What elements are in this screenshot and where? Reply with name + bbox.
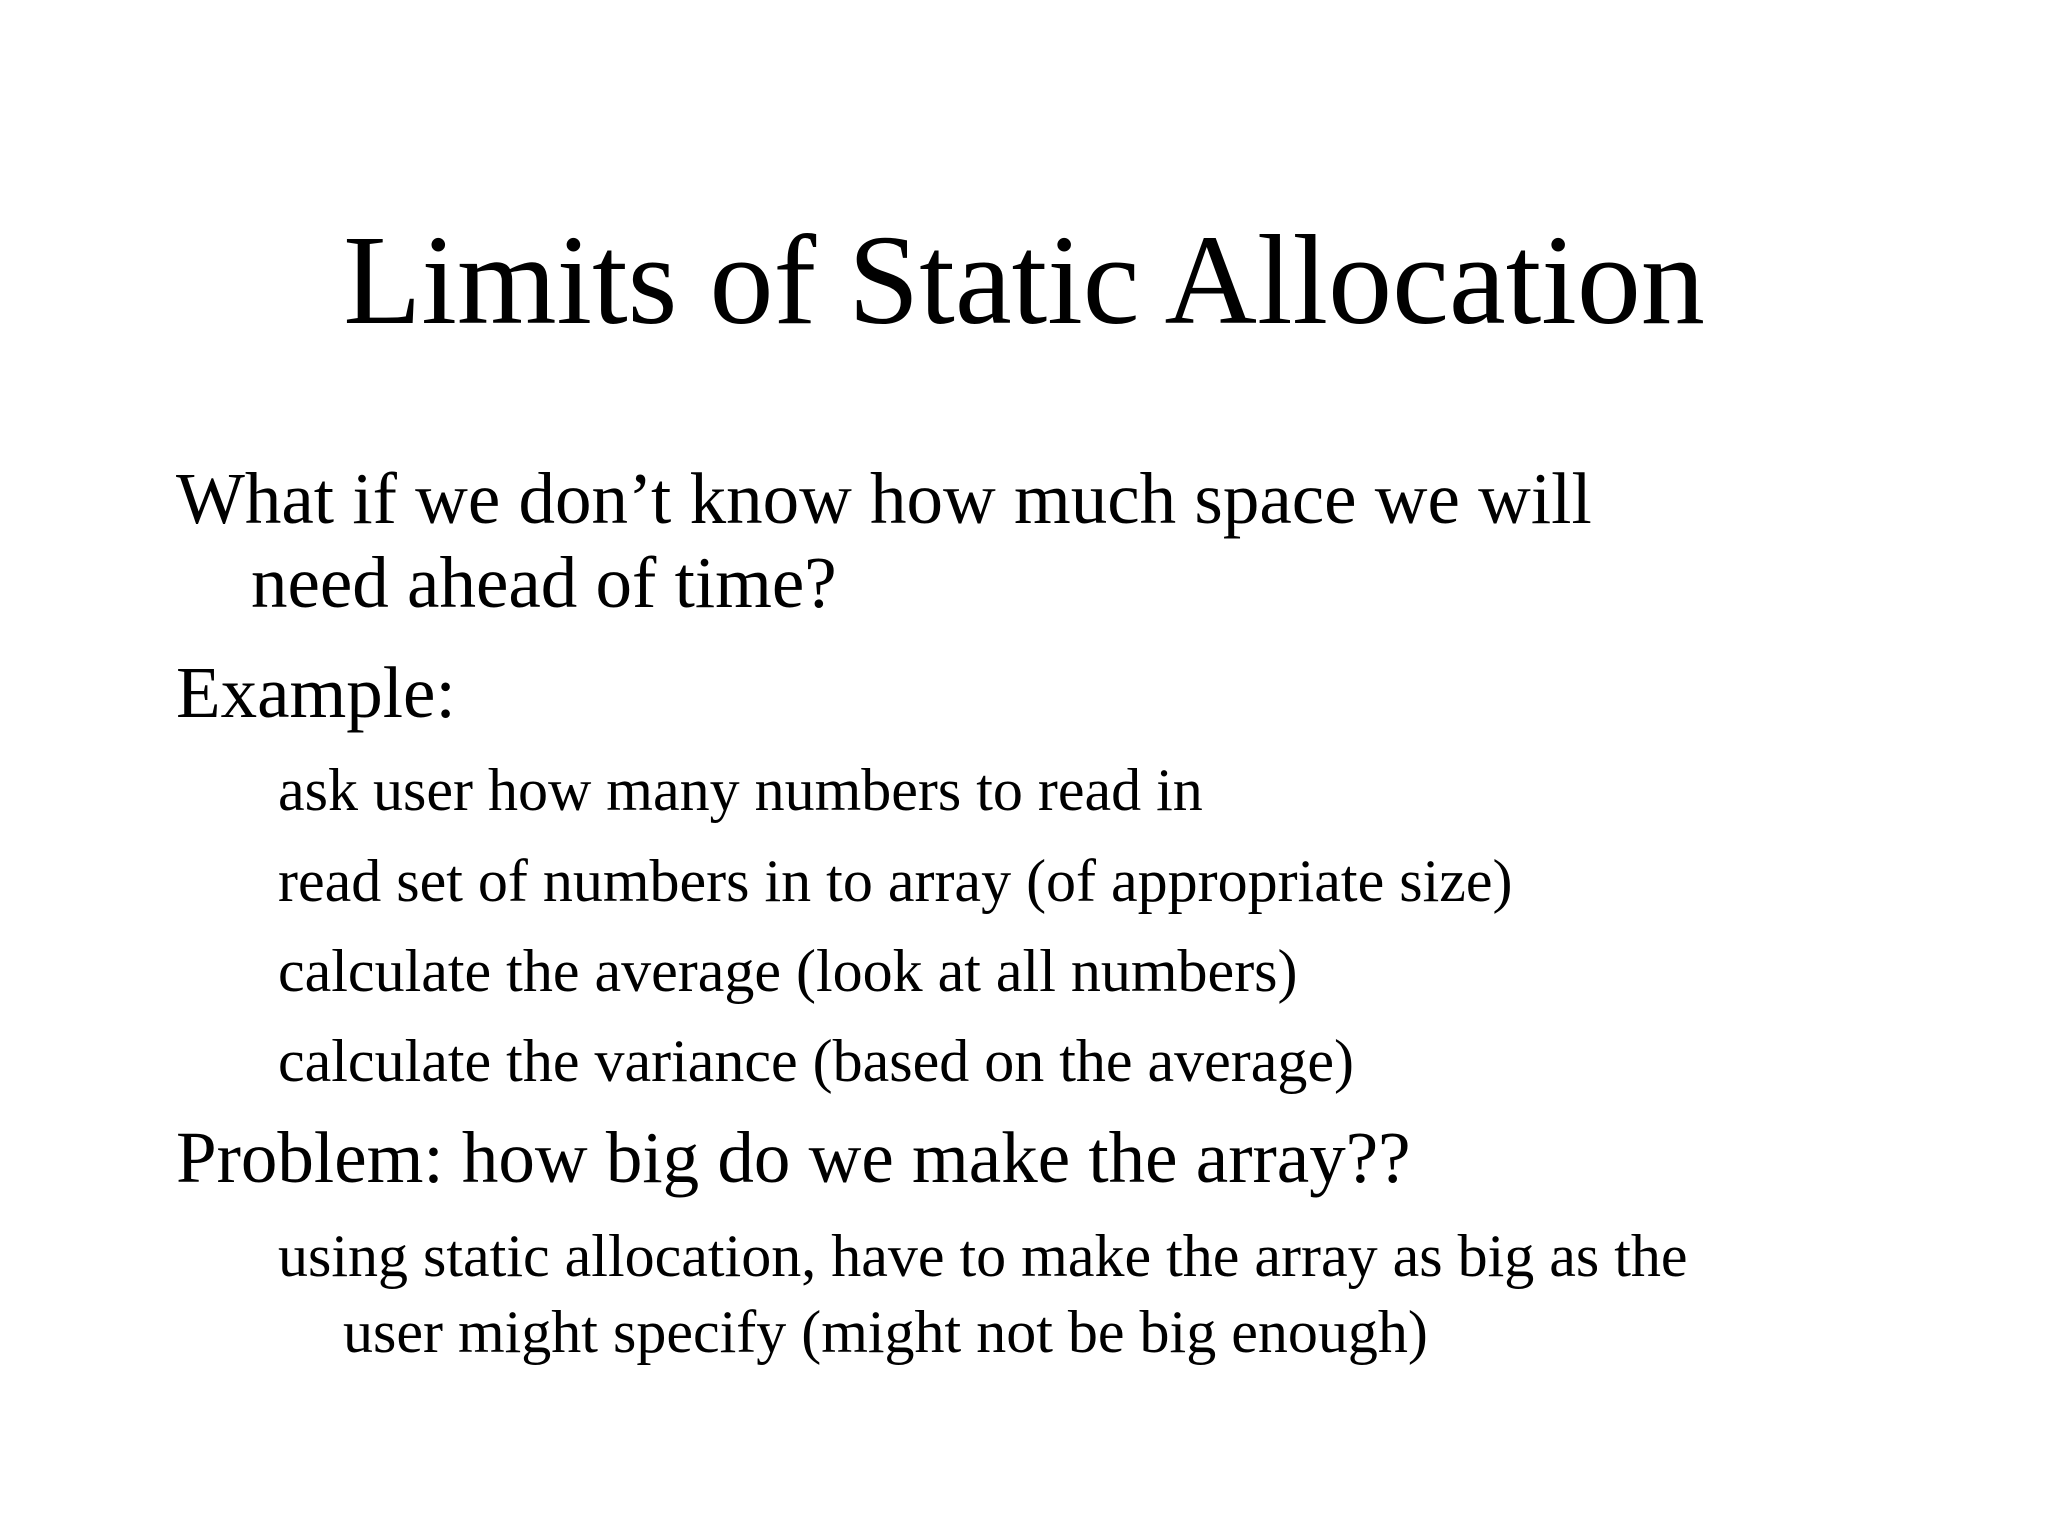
bullet-example-label: Example: [176,652,456,733]
bullet-question-line2: need ahead of time? [251,542,837,623]
sub-bullet-example-3: calculate the average (look at all numbers) [278,938,1298,1004]
bullet-question-line1: What if we don’t know how much space we will [176,458,1592,539]
sub-bullet-example-1: ask user how many numbers to read in [278,757,1203,823]
bullet-problem: Problem: how big do we make the array?? [176,1117,1411,1198]
sub-bullet-problem-line2: user might specify (might not be big enough) [343,1299,1428,1365]
bullet-question [176,457,1592,625]
sub-bullet-example-4: calculate the variance (based on the average) [278,1028,1355,1094]
slide-title: Limits of Static Allocation [343,209,1705,351]
sub-bullet-example-2: read set of numbers in to array (of appropriate size) [278,848,1513,914]
sub-bullet-problem-line1: using static allocation, have to make the array as big as the [278,1223,1688,1289]
sub-bullet-problem-detail [278,1218,1688,1370]
